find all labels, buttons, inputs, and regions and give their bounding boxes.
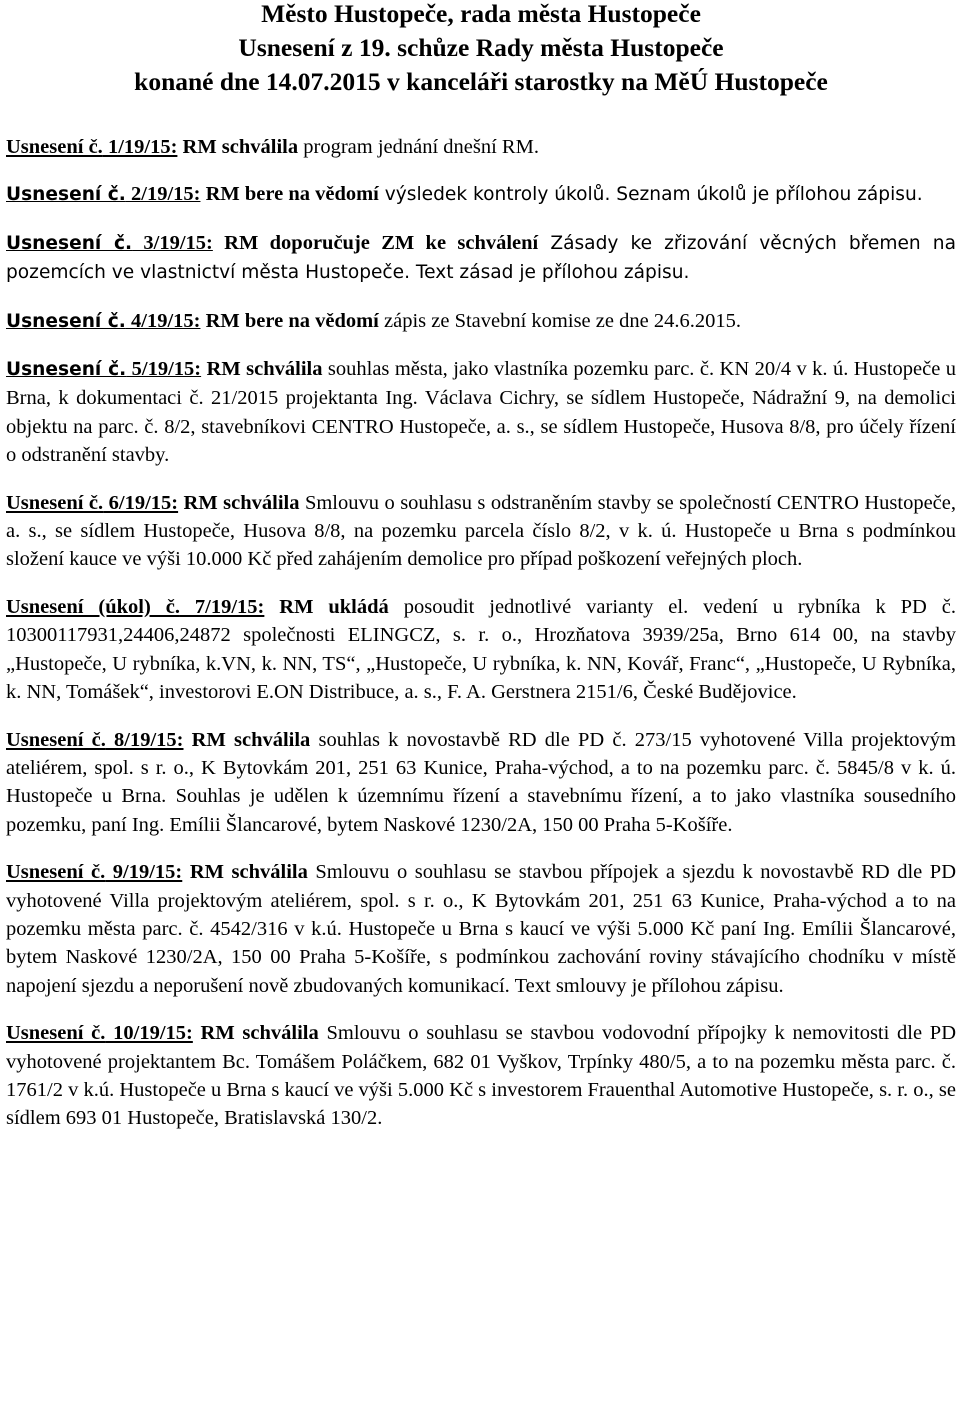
resolution-text: Zásady ke zřizování věcných břemen na pozemcích ve vlastnictví města Hustopeče. Text zásad je přílohou zápisu. xyxy=(6,232,956,284)
resolution-10 xyxy=(6,1019,956,1133)
header-line-2: Usnesení z 19. schůze Rady města Hustopeče xyxy=(238,33,724,62)
resolution-4 xyxy=(6,307,956,336)
resolution-verb: RM ukládá xyxy=(264,595,389,618)
resolution-text: Smlouvu o souhlasu se stavbou přípojek a sjezdu k novostavbě RD dle PD vyhotovené Villa projektovým ateliérem, spol. s r. o., K Bytovkám 201, 251 63 Kunice, Praha-východ a to na pozemku města parc. č. 4542/316 v k.ú. Hustopeče u Brna s kaucí ve výši 5.000 Kč paní Ing. Emílii Šlancarové, bytem Naskové 1230/2A, 150 00 Praha 5-Košíře, s podmínkou zachování roviny stávajícího chodníku v místě napojení sjezdu a neporušení nově zbudovaných komunikací. Text smlouvy je přílohou zápisu. xyxy=(6,861,957,997)
resolution-verb: RM schválila xyxy=(177,136,299,158)
resolution-7 xyxy=(6,593,956,707)
resolution-text: Smlouvu o souhlasu s odstraněním stavby se společností CENTRO Hustopeče, a. s., se sídlem Hustopeče, Husova 8/8, na pozemku parcela číslo 8/2, v k. ú. Hustopeče u Brna s podmínkou složení kauce ve výši 10.000 Kč před zahájením demolice pro případ poškození veřejných ploch. xyxy=(6,491,957,571)
resolution-1 xyxy=(6,133,956,161)
resolution-text: souhlas města, jako vlastníka pozemku parc. č. KN 20/4 v k. ú. Hustopeče u Brna, k dokumentaci č. 21/2015 projektanta Ing. Václava Cichry, se sídlem Hustopeče, Nádražní 9, na demolici objektu na parc. č. 8/2, stavebníkovi CENTRO Hustopeče, a. s., se sídlem Hustopeče, Husova 8/8, pro účely řízení o odstranění stavby. xyxy=(6,358,957,467)
resolution-ref: Usnesení č. 9/19/15: xyxy=(6,861,183,884)
resolution-ref: Usnesení č. 6/19/15: xyxy=(6,491,179,514)
resolution-8 xyxy=(6,726,956,840)
resolution-verb: RM bere na vědomí xyxy=(200,309,379,332)
resolution-text: program jednání dnešní RM. xyxy=(298,136,539,158)
resolution-9 xyxy=(6,858,956,1000)
resolution-ref: Usnesení č. 2/19/15: xyxy=(6,183,201,206)
resolution-text: posoudit jednotlivé varianty el. vedení u rybníka k PD č. 10300117931,24406,24872 společnosti ELINGCZ, s. r. o., Hrozňatova 3939/25a, Brno 614 00, na stavby „Hustopeče, U rybníka, k.VN, k. NN, TS“, „Hustopeče, U rybníka, k. NN, Kovář, Franc“, „Hustopeče, U Rybníka, k. NN, Tomášek“, investorovi E.ON Distribuce, a. s., F. A. Gerstnera 2151/6, České Budějovice. xyxy=(6,595,956,704)
resolution-verb: RM schválila xyxy=(183,728,311,751)
resolution-verb: RM schválila xyxy=(192,1022,319,1045)
resolution-2 xyxy=(6,180,956,209)
resolution-ref: Usnesení č. 10/19/15: xyxy=(6,1022,193,1045)
header-line-1: Město Hustopeče, rada města Hustopeče xyxy=(261,0,701,28)
resolution-verb: RM schválila xyxy=(178,491,300,514)
resolution-text: souhlas k novostavbě RD dle PD č. 273/15 vyhotovené Villa projektovým ateliérem, spol. s r. o., K Bytovkám 201, 251 63 Kunice, Praha-východ, a to na pozemku parc. č. 5845/8 v k. ú. Hustopeče u Brna. Souhlas je udělen k územnímu řízení a stavebnímu řízení, a to jako vlastníka sousedního pozemku, paní Ing. Emílii Šlancarové, bytem Naskové 1230/2A, 150 00 Praha 5-Košíře. xyxy=(6,728,957,836)
document-header xyxy=(6,0,956,99)
resolution-verb: RM schválila xyxy=(182,861,308,884)
resolution-text: Smlouvu o souhlasu se stavbou vodovodní přípojky k nemovitosti dle PD vyhotovené projektantem Bc. Tomášem Poláčkem, 682 01 Vyškov, Trpínky 480/5, a to na pozemku města parc. č. 1761/2 v k.ú. Hustopeče u Brna s kaucí ve výši 5.000 Kč s investorem Frauenthal Automotive Hustopeče, s. r. o., se sídlem 693 01 Hustopeče, Bratislavská 130/2. xyxy=(6,1022,957,1130)
resolution-6 xyxy=(6,489,956,574)
resolution-ref: Usnesení č. 3/19/15: xyxy=(6,231,213,254)
resolution-verb: RM doporučuje ZM ke schválení xyxy=(212,231,539,254)
resolution-ref: Usnesení č. 4/19/15: xyxy=(6,309,201,332)
header-line-3: konané dne 14.07.2015 v kanceláři starostky na MěÚ Hustopeče xyxy=(134,67,828,96)
resolution-verb: RM bere na vědomí xyxy=(200,183,379,206)
resolution-ref: Usnesení č. 8/19/15: xyxy=(6,728,184,751)
resolution-verb: RM schválila xyxy=(201,358,323,381)
resolution-text: výsledek kontroly úkolů. Seznam úkolů je přílohou zápisu. xyxy=(378,184,923,206)
resolution-ref: Usnesení č. 1/19/15: xyxy=(6,136,178,158)
resolution-5 xyxy=(6,355,956,470)
resolution-ref: Usnesení č. 5/19/15: xyxy=(6,358,202,381)
resolution-ref: Usnesení (úkol) č. 7/19/15: xyxy=(6,595,265,618)
resolution-text: zápis ze Stavební komise ze dne 24.6.2015. xyxy=(378,309,741,332)
resolution-3 xyxy=(6,229,956,288)
